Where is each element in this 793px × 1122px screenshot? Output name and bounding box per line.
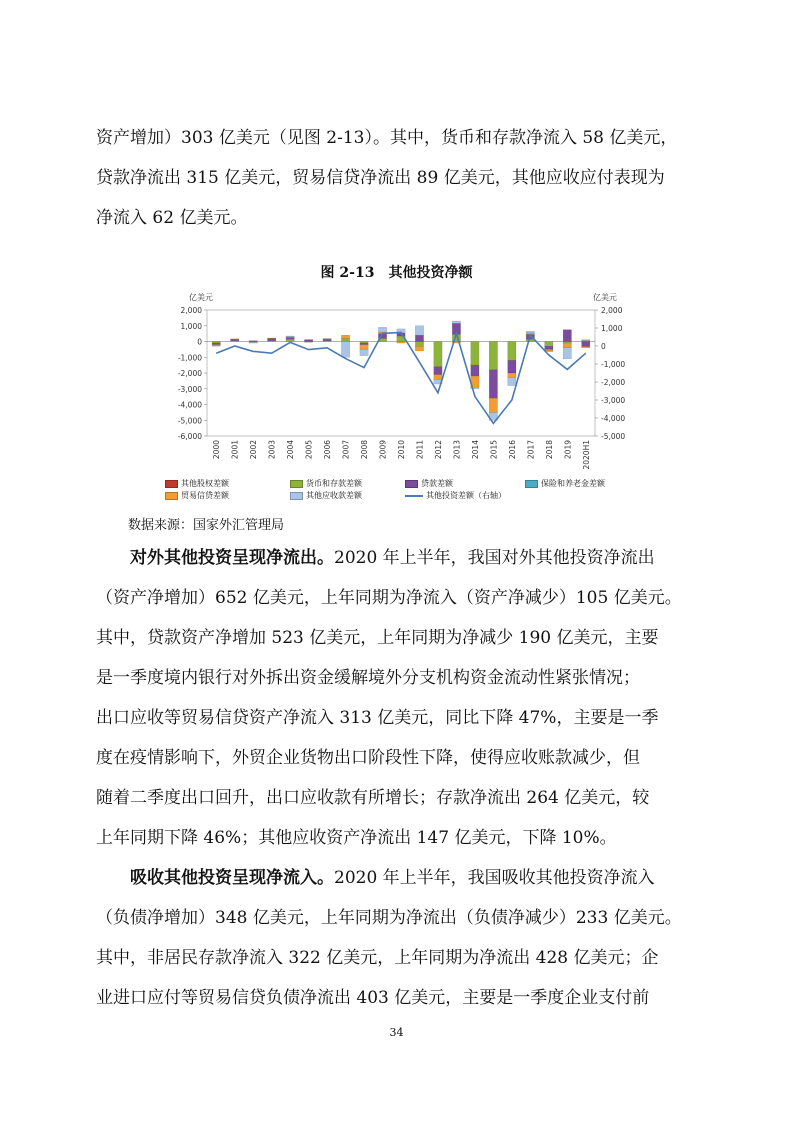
- bar-segment: [452, 321, 460, 323]
- x-tick-label: 2013: [452, 440, 462, 460]
- legend-line-swatch: [405, 495, 423, 497]
- x-tick-label: 2017: [526, 440, 536, 460]
- bar-segment: [434, 367, 442, 375]
- y-tick-label-left: 1,000: [180, 321, 202, 331]
- x-tick-label: 2005: [304, 440, 314, 460]
- text-line: 其中，非居民存款净流入 322 亿美元，上年同期为净流出 428 亿美元；企: [96, 948, 659, 968]
- x-tick-label: 2004: [286, 440, 296, 460]
- bar-segment: [212, 342, 220, 344]
- x-tick-label: 2018: [544, 440, 554, 460]
- bar-segment: [563, 330, 571, 342]
- bar-segment: [489, 398, 497, 412]
- legend-label: 贸易信贷差额: [181, 491, 229, 500]
- bar-segment: [434, 375, 442, 380]
- bar-segment: [508, 373, 516, 378]
- bar-segment: [415, 346, 423, 351]
- bar-segment: [212, 343, 220, 345]
- bar-segment: [286, 339, 294, 341]
- y-tick-label-right: 1,000: [601, 324, 623, 333]
- chart-svg: [155, 286, 645, 486]
- legend-item: [405, 478, 453, 489]
- paragraph-heading: 吸收其他投资呈现净流入。: [130, 868, 334, 888]
- legend-item: [290, 490, 362, 501]
- bar-segment: [471, 342, 479, 366]
- x-tick-label: 2012: [433, 440, 443, 460]
- text-line: [130, 548, 655, 568]
- text-line: 业进口应付等贸易信贷负债净流出 403 亿美元，主要是一季度企业支付前: [96, 988, 650, 1008]
- legend-swatch: [165, 492, 178, 500]
- figure-title: 图 2-13 其他投资净额: [320, 265, 473, 281]
- legend-item: [165, 478, 229, 489]
- y-tick-label-left: -2,000: [177, 369, 202, 378]
- legend-swatch: [525, 480, 538, 488]
- bar-segment: [212, 345, 220, 346]
- page-number: 34: [389, 1026, 404, 1039]
- bar-segment: [545, 346, 553, 349]
- bar-segment: [434, 342, 442, 367]
- text-line: 是一季度境内银行对外拆出资金缓解境外分支机构资金流动性紧张情况；: [96, 668, 640, 688]
- y-tick-label-left: -4,000: [177, 400, 202, 410]
- bar-segment: [341, 335, 349, 338]
- text-line: 资产增加）303 亿美元（见图 2-13）。其中，货币和存款净流入 58 亿美元，: [96, 128, 678, 148]
- figure-source: 数据来源：国家外汇管理局: [128, 518, 285, 533]
- bar-segment: [563, 348, 571, 359]
- legend-label: 保险和养老金差额: [541, 479, 605, 488]
- text-span: 2020 年上半年，我国吸收其他投资净流入: [334, 868, 655, 888]
- legend-swatch: [165, 480, 178, 488]
- bar-segment: [526, 339, 534, 341]
- chart-legend: [165, 478, 645, 504]
- text-line: [130, 868, 655, 888]
- bar-segment: [304, 340, 312, 342]
- x-tick-label: 2003: [267, 440, 277, 460]
- bar-segment: [378, 327, 386, 332]
- x-tick-label: 2016: [507, 440, 517, 460]
- bar-segment: [323, 338, 331, 339]
- legend-swatch: [290, 492, 303, 500]
- y-tick-label-right: 0: [601, 342, 606, 351]
- bar-segment: [582, 340, 590, 341]
- x-tick-label: 2001: [230, 440, 240, 460]
- y-tick-label-left: -6,000: [177, 432, 202, 441]
- paragraph-heading: 对外其他投资呈现净流出。: [130, 548, 334, 568]
- legend-item: [405, 490, 506, 501]
- bar-segment: [341, 342, 349, 358]
- bar-segment: [545, 342, 553, 347]
- y-axis-unit-right: 亿美元: [593, 293, 617, 302]
- bar-segment: [508, 378, 516, 386]
- bar-segment: [489, 342, 497, 370]
- bar-segment: [286, 338, 294, 340]
- legend-swatch: [405, 480, 418, 488]
- legend-label: 其他股权差额: [181, 479, 229, 488]
- x-tick-label: 2009: [378, 440, 388, 460]
- bar-segment: [415, 335, 423, 341]
- x-tick-label: 2015: [489, 440, 499, 460]
- x-tick-label: 2020H1: [581, 440, 591, 470]
- bar-segment: [249, 342, 257, 343]
- bar-segment: [286, 336, 294, 337]
- bar-segment: [526, 331, 534, 333]
- text-line: 上年同期下降 46%；其他应收资产净流出 147 亿美元，下降 10%。: [96, 828, 617, 848]
- text-line: 出口应收等贸易信贷资产净流入 313 亿美元，同比下降 47%，主要是一季: [96, 708, 659, 728]
- bar-segment: [231, 339, 239, 340]
- bar-segment: [397, 342, 405, 344]
- bar-segment: [249, 341, 257, 342]
- x-tick-label: 2002: [249, 440, 259, 460]
- bar-segment: [582, 346, 590, 347]
- y-tick-label-right: -1,000: [601, 360, 626, 369]
- text-line: （负债净增加）348 亿美元，上年同期为净流出（负债净减少）233 亿美元。: [96, 908, 682, 928]
- legend-swatch: [290, 480, 303, 488]
- bar-segment: [304, 339, 312, 340]
- y-tick-label-right: -3,000: [601, 396, 626, 405]
- x-tick-label: 2006: [323, 440, 333, 460]
- bar-segment: [563, 343, 571, 348]
- y-tick-label-left: -5,000: [177, 416, 202, 426]
- chart: [155, 286, 645, 506]
- legend-item: [165, 490, 229, 501]
- bar-segment: [360, 349, 368, 355]
- text-line: 贷款净流出 315 亿美元，贸易信贷净流出 89 亿美元，其他应收应付表现为: [96, 168, 665, 188]
- text-line: 净流入 62 亿美元。: [96, 208, 248, 228]
- x-tick-label: 2010: [397, 440, 406, 460]
- y-tick-label-left: 0: [197, 337, 202, 347]
- text-line: 其中，贷款资产净增加 523 亿美元，上年同期为净减少 190 亿美元，主要: [96, 628, 659, 648]
- y-tick-label-right: 2,000: [601, 306, 623, 315]
- text-line: 度在疫情影响下，外贸企业货物出口阶段性下降，使得应收账款减少，但: [96, 748, 640, 768]
- x-tick-label: 2000: [212, 440, 222, 460]
- bar-segment: [508, 360, 516, 373]
- legend-item: [525, 478, 605, 489]
- x-tick-label: 2019: [563, 440, 573, 460]
- bar-segment: [360, 342, 368, 344]
- legend-label: 其他投资差额（右轴）: [426, 491, 506, 500]
- y-axis-unit-left: 亿美元: [189, 293, 213, 302]
- text-line: 随着二季度出口回升，出口应收款有所增长；存款净流出 264 亿美元，较: [96, 788, 650, 808]
- bar-segment: [582, 342, 590, 347]
- bar-segment: [360, 343, 368, 345]
- legend-label: 其他应收款差额: [306, 491, 362, 500]
- y-tick-label-left: -3,000: [177, 384, 202, 394]
- bar-segment: [563, 342, 571, 344]
- bar-segment: [415, 342, 423, 347]
- x-tick-label: 2014: [470, 440, 480, 460]
- bar-segment: [415, 326, 423, 335]
- bar-segment: [489, 370, 497, 398]
- y-tick-label-right: -4,000: [601, 414, 626, 423]
- bar-segment: [360, 345, 368, 350]
- bar-segment: [323, 339, 331, 341]
- text-line: （资产净增加）652 亿美元，上年同期为净流入（资产净减少）105 亿美元。: [96, 588, 682, 608]
- y-tick-label-right: -5,000: [601, 432, 626, 441]
- x-tick-label: 2011: [415, 440, 425, 460]
- x-tick-label: 2008: [360, 440, 370, 460]
- legend-label: 货币和存款差额: [306, 479, 362, 488]
- legend-label: 贷款差额: [421, 479, 453, 488]
- bar-segment: [341, 338, 349, 341]
- bar-segment: [471, 365, 479, 376]
- bar-segment: [508, 342, 516, 361]
- legend-item: [290, 478, 362, 489]
- text-span: 2020 年上半年，我国对外其他投资净流出: [334, 548, 655, 568]
- y-tick-label-left: 2,000: [180, 306, 202, 315]
- y-tick-label-right: -2,000: [601, 378, 626, 387]
- bar-segment: [268, 338, 276, 339]
- line-series-other-investment: [216, 333, 586, 424]
- y-tick-label-left: -1,000: [177, 353, 202, 363]
- x-tick-label: 2007: [341, 440, 351, 460]
